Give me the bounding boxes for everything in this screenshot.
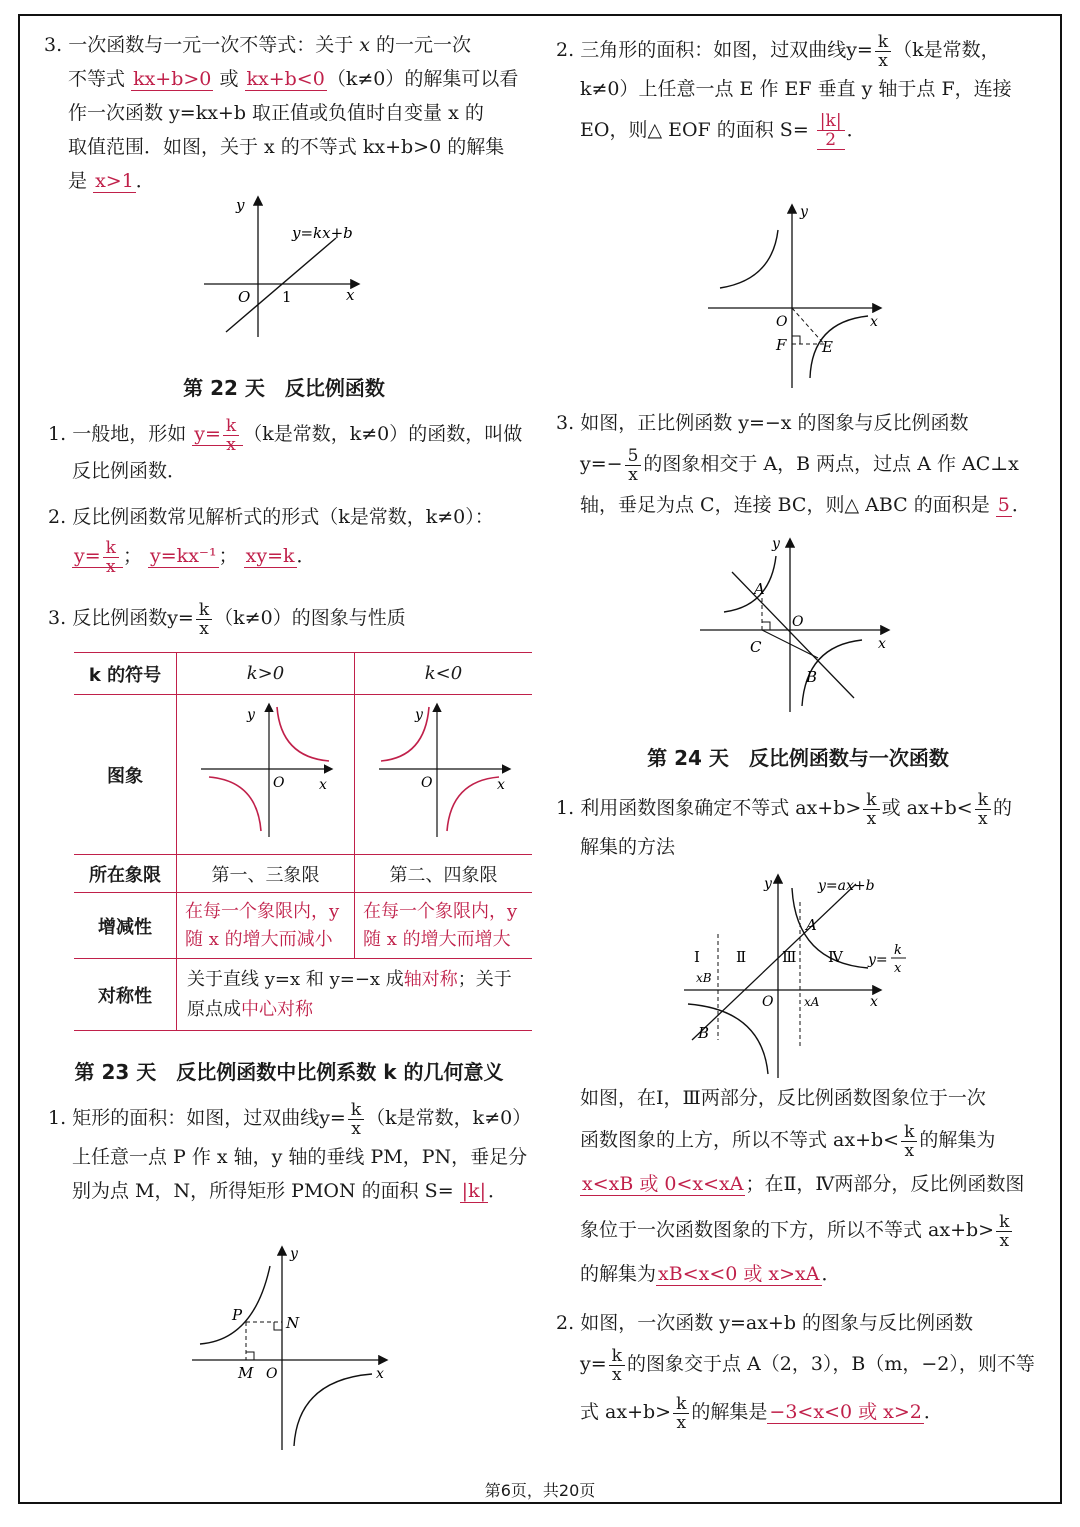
answer-ineq1: kx+b>0 — [133, 68, 212, 90]
svg-text:y: y — [414, 707, 423, 723]
linear-function-graph — [196, 192, 376, 342]
right-item3: 3. 如图，正比例函数 y=−x 的图象与反比例函数 y=− $\frac{5}{x}$ 的图象相交于 A，B 两点，过点 A 作 AC⊥x 轴，垂足为点 C，连接 BC，则△ ABC 的面积是 5 ． — [556, 412, 1031, 516]
answer-form2: y=kx⁻¹ — [150, 545, 217, 567]
answer-solution-x-gt-1: x>1 — [95, 170, 134, 192]
point-n-label: N — [286, 1314, 300, 1332]
point-b-label: B — [698, 1024, 710, 1042]
day22-item1: 1. 一般地，形如 y= $\frac{k}{x}$ （k是常数，k≠0）的函数，叫做 反比例函数． — [48, 415, 523, 482]
table-quadrant-k-pos: 第一、三象限 — [177, 855, 355, 893]
table-header-k-neg: k<0 — [355, 653, 533, 695]
svg-text:x: x — [878, 636, 886, 652]
intersection-area-graph — [694, 534, 894, 714]
hyperbola-k-negative-graph — [359, 697, 529, 847]
tick-label-1: 1 — [282, 288, 292, 306]
point-m-label: M — [238, 1364, 254, 1382]
left-item3-line5: 是 x>1 ． — [68, 170, 155, 192]
svg-text:y=: y= — [868, 952, 888, 968]
day24-heading: 第 24 天 反比例函数与一次函数 — [647, 746, 949, 770]
day22-item3: 3. 反比例函数y= $\frac{k}{x}$ （k≠0）的图象与性质 — [48, 599, 406, 639]
day22-heading: 第 22 天 反比例函数 — [183, 376, 385, 400]
line-y-kx-b — [226, 238, 336, 332]
region-1-label: Ⅰ — [694, 948, 700, 966]
hyperbola-branch-q4 — [447, 777, 499, 831]
point-f-label: F — [776, 336, 787, 354]
day24-item1-explanation: 如图，在Ⅰ，Ⅲ两部分，反比例函数图象位于一次 函数图象的上方，所以不等式 ax+b< $\frac{k}{x}$ 的解集为 x<xB 或 0<x<xA ；在Ⅱ，Ⅳ两部分，反比例函数图 象位于一次函数图象的下方，所以不等式 ax+b> $\frac{k}{x}$ 的解集为 xB<x<0 或 x>xA ． — [580, 1087, 1025, 1285]
hyperbola-branch-q2 — [200, 1266, 270, 1344]
x-axis-label: x — [346, 286, 355, 304]
point-p-label: P — [232, 1306, 243, 1324]
day22-item2: 2. 反比例函数常见解析式的形式（k是常数，k≠0）： y= $\frac{k}{x}$ ； y=kx⁻¹ ； xy=k ． — [48, 506, 494, 577]
answer-triangle-area: $\frac{|k|}{2}$ — [817, 112, 845, 150]
region-3-label: Ⅲ — [782, 948, 797, 966]
page-footer: 第6页，共20页 — [484, 1481, 596, 1500]
hyperbola-branch-q3 — [209, 777, 261, 831]
answer-greater-than: xB<x<0 或 x>xA — [658, 1263, 820, 1285]
svg-text:y: y — [290, 1246, 298, 1262]
answer-form1: y= $\frac{k}{x}$ — [72, 545, 123, 568]
point-a-label: A — [806, 916, 817, 934]
svg-text:y: y — [246, 707, 255, 723]
answer-triangle-abc: 5 — [997, 494, 1010, 516]
regions-graph — [680, 872, 920, 1082]
xb-label: xB — [696, 971, 712, 985]
region-2-label: Ⅱ — [736, 948, 747, 966]
table-graph-k-pos — [177, 695, 355, 855]
svg-text:x: x — [318, 777, 327, 793]
table-header-k-sign: k 的符号 — [74, 653, 177, 695]
hyperbola-k-positive-graph — [181, 697, 351, 847]
point-c-label: C — [750, 638, 762, 656]
left-item3-line4: 取值范围．如图，关于 x 的不等式 kx+b>0 的解集 — [68, 136, 505, 158]
svg-text:y: y — [764, 876, 772, 892]
table-row-symmetry: 对称性 — [74, 959, 177, 1031]
answer-ineq2: kx+b<0 — [246, 68, 325, 90]
day23-heading: 第 23 天 反比例函数中比例系数 k 的几何意义 — [74, 1060, 504, 1084]
properties-table — [74, 652, 532, 1031]
day24-item1: 1. 利用函数图象确定不等式 ax+b> $\frac{k}{x}$ 或 ax+b< $\frac{k}{x}$ 的 解集的方法 — [556, 789, 1013, 858]
table-header-k-pos: k>0 — [177, 653, 355, 695]
svg-text:O: O — [272, 775, 284, 791]
table-quadrant-k-neg: 第二、四象限 — [355, 855, 533, 893]
svg-text:y: y — [772, 536, 780, 552]
xa-label: xA — [804, 995, 820, 1009]
svg-text:x: x — [870, 994, 878, 1010]
answer-solution-set: −3<x<0 或 x>2 — [769, 1401, 922, 1423]
answer-inverse-form: y= $\frac{k}{x}$ — [192, 423, 243, 446]
answer-less-than: x<xB 或 0<x<xA — [582, 1173, 744, 1195]
left-item3-line1: 3. 一次函数与一元一次不等式：关于 x 的一元一次 — [44, 34, 472, 56]
answer-form3: xy=k — [245, 545, 295, 567]
svg-text:x: x — [496, 777, 505, 793]
table-row-monotonic: 增减性 — [74, 893, 177, 959]
table-row-graph: 图象 — [74, 695, 177, 855]
day23-item1: 1. 矩形的面积：如图，过双曲线y= $\frac{k}{x}$ （k是常数，k≠0） 上任意一点 P 作 x 轴，y 轴的垂线 PM，PN，垂足分 别为点 M，N，所得矩形 PMON 的面积 S= |k| ． — [48, 1099, 532, 1202]
point-e-label: E — [822, 338, 833, 356]
origin-label: O — [238, 288, 251, 306]
hyperbola-branch-q4 — [294, 1374, 372, 1446]
left-column — [44, 28, 524, 198]
line-label: y=kx+b — [292, 224, 353, 242]
left-item3-line3: 作一次函数 y=kx+b 取正值或负值时自变量 x 的 — [68, 102, 484, 124]
svg-text:O: O — [420, 775, 432, 791]
svg-text:x: x — [894, 961, 902, 976]
svg-text:O: O — [762, 994, 774, 1010]
right-column: 2. 三角形的面积：如图，过双曲线y= $\frac{k}{x}$ （k是常数， k≠0）上任意一点 E 作 EF 垂直 y 轴于点 F，连接 EO，则△ EOF 的面积 S= $\frac{|k|}{2}$ ． — [556, 31, 1012, 150]
svg-text:x: x — [376, 1366, 384, 1382]
region-4-label: Ⅳ — [828, 948, 843, 966]
table-monotonic-k-pos: 在每一个象限内，y 随 x 的增大而减小 — [177, 893, 355, 959]
point-b-label: B — [806, 668, 818, 686]
hyperbola-branch-q1 — [277, 707, 329, 761]
svg-text:O: O — [792, 614, 804, 630]
svg-text:O: O — [266, 1366, 278, 1382]
svg-text:O: O — [776, 314, 788, 330]
line-label: y=ax+b — [818, 878, 875, 894]
svg-text:k: k — [894, 943, 902, 958]
answer-rect-area: |k| — [461, 1180, 486, 1202]
svg-text:y: y — [800, 204, 808, 220]
table-symmetry-desc: 关于直线 y=x 和 y=−x 成轴对称；关于原点成中心对称 — [177, 959, 533, 1031]
table-graph-k-neg — [355, 695, 533, 855]
y-axis-label: y — [236, 196, 245, 214]
table-row-quadrant: 所在象限 — [74, 855, 177, 893]
line-y-neg-x — [732, 572, 854, 698]
point-a-label: A — [754, 580, 765, 598]
rectangle-area-graph — [186, 1240, 396, 1455]
triangle-area-graph — [700, 200, 890, 390]
left-item3-line2: 不等式 kx+b>0 或 kx+b<0 （k≠0）的解集可以看 — [68, 68, 519, 90]
day24-item2: 2. 如图，一次函数 y=ax+b 的图象与反比例函数 y= $\frac{k}{x}$ 的图象交于点 A（2，3），B（m，−2），则不等 式 ax+b> $\frac{k}{x}$ 的解集是 −3<x<0 或 x>2 ． — [556, 1312, 1035, 1433]
svg-text:x: x — [870, 314, 878, 330]
table-monotonic-k-neg: 在每一个象限内，y 随 x 的增大而增大 — [355, 893, 533, 959]
